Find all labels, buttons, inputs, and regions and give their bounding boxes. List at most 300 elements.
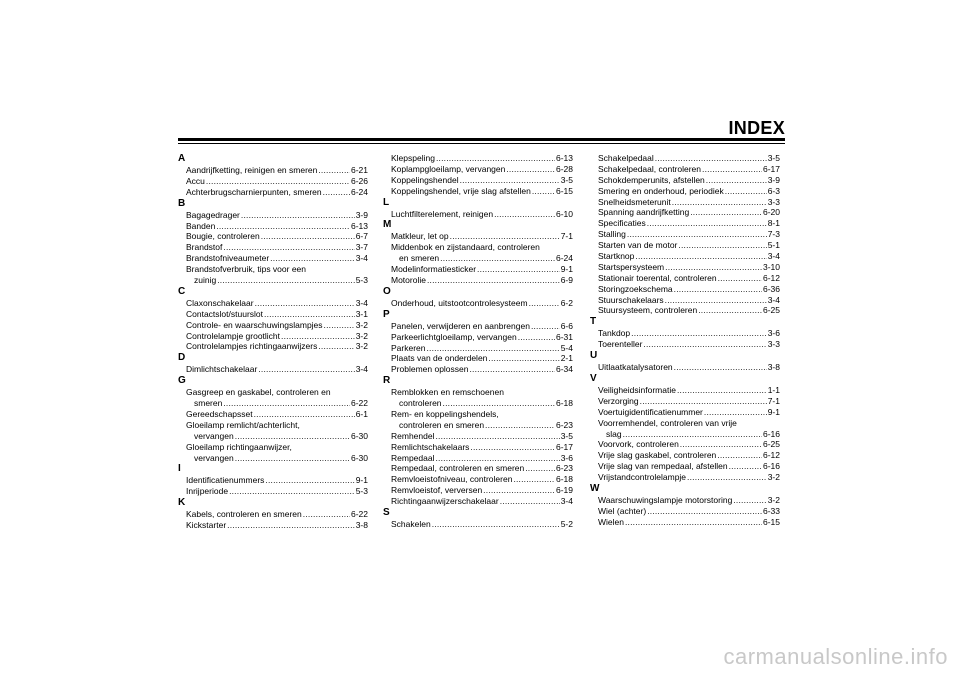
index-entry	[590, 328, 780, 339]
index-letter-heading: R	[383, 375, 391, 387]
index-entry-page: 6-10	[555, 208, 573, 219]
index-entry	[178, 210, 368, 221]
index-entry-text: Klepspeling	[391, 153, 435, 163]
index-entry-page: 1-1	[767, 385, 780, 396]
index-entry	[178, 398, 368, 409]
index-entry-page: 6-30	[350, 452, 368, 463]
index-entry-page: 6-3	[767, 185, 780, 196]
index-entry-text: Kickstarter	[186, 520, 227, 531]
index-entry-page: 3-4	[355, 364, 368, 375]
index-entry-text: Bougie, controleren	[186, 231, 260, 242]
index-entry-text: Gereedschapsset	[186, 409, 253, 420]
dot-leader	[672, 197, 767, 208]
index-entry	[590, 229, 780, 240]
index-entry-page: 2-1	[560, 353, 573, 364]
index-entry	[590, 295, 780, 306]
index-entry	[590, 429, 780, 440]
index-entry-text: Gloeilamp remlicht/achterlicht,	[186, 419, 300, 430]
watermark: carmanualsonline.info	[723, 644, 948, 669]
index-entry	[590, 461, 780, 472]
dot-leader	[323, 187, 350, 198]
dot-leader	[223, 242, 354, 253]
dot-leader	[470, 442, 555, 453]
index-entry-page: 6-33	[762, 505, 780, 516]
index-entry-page: 6-25	[762, 305, 780, 316]
index-entry-text: Banden	[186, 220, 216, 231]
dot-leader	[623, 429, 762, 440]
dot-leader	[531, 321, 560, 332]
index-entry-text: Vrije slag gaskabel, controleren	[598, 450, 717, 461]
index-entry-page: 3-5	[767, 153, 780, 163]
dot-leader	[725, 186, 767, 197]
index-entry-text: en smeren	[399, 253, 440, 264]
index-entry-text: Brandstofverbruik, tips voor een	[186, 264, 307, 275]
index-entry-text: Storingzoekschema	[598, 283, 673, 294]
index-entry-text: Stuurschakelaars	[598, 294, 664, 305]
index-entry-page: 6-16	[762, 428, 780, 439]
index-entry-text: Remblokken en remschoenen	[391, 387, 504, 398]
index-entry	[383, 474, 573, 485]
index-entry-text: Brandstof	[186, 242, 223, 253]
dot-leader	[435, 431, 559, 442]
title-rule-thick	[178, 138, 785, 141]
dot-leader	[665, 295, 767, 306]
index-entry	[383, 442, 573, 453]
index-entry-page: 6-20	[762, 207, 780, 218]
index-entry-text: Uitlaatkatalysatoren	[598, 362, 673, 373]
index-entry-text: Specificaties	[598, 218, 646, 229]
index-letter-heading: L	[383, 196, 390, 208]
index-entry	[178, 231, 368, 242]
dot-leader	[525, 463, 555, 474]
dot-leader	[440, 253, 555, 264]
index-entry	[590, 472, 780, 483]
dot-leader	[324, 320, 355, 331]
index-entry	[383, 398, 573, 409]
dot-leader	[435, 453, 559, 464]
index-entry-page: 9-1	[767, 406, 780, 417]
index-entry-text: Smering en onderhoud, periodiek	[598, 185, 724, 196]
dot-leader	[432, 519, 560, 530]
dot-leader	[470, 364, 555, 375]
dot-leader	[223, 398, 350, 409]
index-entry-text: Voorvork, controleren	[598, 439, 679, 450]
dot-leader	[640, 396, 767, 407]
index-entry-page: 6-22	[350, 509, 368, 520]
index-entry	[590, 153, 780, 164]
index-entry	[383, 253, 573, 264]
index-letter-heading: U	[590, 350, 598, 362]
index-entry-text: Koppelingshendel, vrije slag afstellen	[391, 185, 531, 196]
dot-leader	[625, 517, 762, 528]
index-entry-page: 9-1	[355, 475, 368, 486]
index-entry	[178, 320, 368, 331]
index-entry-page: 6-36	[762, 283, 780, 294]
index-entry	[178, 364, 368, 375]
index-entry-text: Vrijstandcontrolelampje	[598, 472, 687, 483]
dot-leader	[318, 165, 350, 176]
index-letter-heading: B	[178, 197, 186, 209]
dot-leader	[698, 305, 762, 316]
index-entry	[590, 362, 780, 373]
dot-leader	[255, 298, 355, 309]
index-entry-text: Remvloeistofniveau, controleren	[391, 474, 513, 485]
dot-leader	[717, 450, 762, 461]
index-letter-heading: W	[590, 483, 600, 495]
index-entry	[383, 231, 573, 242]
index-entry-page: 5-2	[560, 519, 573, 530]
index-entry	[590, 506, 780, 517]
dot-leader	[643, 339, 766, 350]
index-entry-page: 5-3	[355, 275, 368, 286]
index-entry-text: Inrijperiode	[186, 486, 229, 497]
index-entry-page: 3-8	[355, 520, 368, 531]
dot-leader	[729, 461, 762, 472]
index-entry	[178, 331, 368, 342]
index-entry-text: Modelinformatiesticker	[391, 264, 477, 275]
index-entry-text: Starten van de motor	[598, 240, 678, 251]
index-entry	[383, 463, 573, 474]
dot-leader	[241, 210, 355, 221]
index-entry-text: Claxonschakelaar	[186, 297, 254, 308]
index-entry	[383, 364, 573, 375]
index-entry-page: 3-4	[355, 297, 368, 308]
dot-leader	[702, 164, 762, 175]
index-entry-page: 7-3	[767, 229, 780, 240]
index-entry-text: vervangen	[194, 430, 234, 441]
dot-leader	[627, 229, 767, 240]
index-entry-text: Koppelingshendel	[391, 174, 459, 185]
index-entry-text: controleren	[399, 398, 442, 409]
index-entry-text: Remlichtschakelaars	[391, 441, 470, 452]
dot-leader	[216, 221, 350, 232]
index-entry	[590, 251, 780, 262]
index-entry-text: Identificatienummers	[186, 475, 265, 486]
index-entry-text: Matkleur, let op	[391, 231, 449, 242]
index-entry	[178, 187, 368, 198]
dot-leader	[678, 240, 766, 251]
index-entry-text: Controlelampjes richtingaanwijzers	[186, 341, 318, 352]
index-entry-page: 3-4	[767, 294, 780, 305]
dot-leader	[635, 251, 766, 262]
dot-leader	[227, 520, 355, 531]
index-entry-text: Schakelpedaal	[598, 153, 654, 163]
index-letter-heading: M	[383, 219, 392, 231]
index-entry-text: Schokdemperunits, afstellen	[598, 174, 705, 185]
index-entry-page: 3-7	[355, 242, 368, 253]
index-entry-text: controleren en smeren	[399, 419, 485, 430]
index-entry	[590, 396, 780, 407]
index-entry	[383, 175, 573, 186]
index-entry	[178, 298, 368, 309]
dot-leader	[690, 207, 762, 218]
index-entry-page: 6-24	[350, 186, 368, 197]
dot-leader	[674, 284, 762, 295]
index-entry	[590, 262, 780, 273]
index-entry	[590, 273, 780, 284]
index-entry-page: 6-16	[762, 461, 780, 472]
index-letter-heading: S	[383, 507, 390, 519]
index-entry-text: Startknop	[598, 251, 635, 262]
dot-leader	[265, 475, 354, 486]
index-entry-page: 6-19	[555, 485, 573, 496]
dot-leader	[303, 509, 350, 520]
index-entry-page: 3-8	[767, 362, 780, 373]
index-entry-text: Motorolie	[391, 275, 426, 286]
index-entry-text: Voorremhendel, controleren van vrije	[598, 417, 737, 428]
index-entry-page: 6-25	[762, 439, 780, 450]
index-entry	[590, 175, 780, 186]
index-entry-text: Gloeilamp richtingaanwijzer,	[186, 441, 292, 452]
dot-leader	[261, 231, 355, 242]
index-letter-heading: D	[178, 352, 186, 364]
index-entry-page: 6-17	[555, 441, 573, 452]
index-entry-text: Aandrijfketting, reinigen en smeren	[186, 165, 318, 175]
index-entry-page: 7-1	[767, 395, 780, 406]
index-entry-text: Gasgreep en gaskabel, controleren en	[186, 387, 331, 398]
index-entry-page: 6-12	[762, 272, 780, 283]
dot-leader	[718, 273, 762, 284]
dot-leader	[655, 153, 767, 164]
dot-leader	[706, 175, 767, 186]
dot-leader	[318, 341, 354, 352]
index-entry-page: 3-5	[560, 430, 573, 441]
index-entry-page: 6-15	[555, 185, 573, 196]
dot-leader	[235, 453, 350, 464]
index-entry-text: Wiel (achter)	[598, 505, 647, 516]
index-entry	[590, 305, 780, 316]
index-column-2	[383, 153, 573, 530]
index-entry-page: 5-1	[767, 240, 780, 251]
dot-leader	[235, 431, 350, 442]
index-entry-page: 3-3	[767, 339, 780, 350]
index-entry-text: Middenbok en zijstandaard, controleren	[391, 242, 540, 253]
index-entry-page: 3-9	[355, 209, 368, 220]
index-entry	[383, 298, 573, 309]
index-entry-page: 7-1	[560, 231, 573, 242]
index-entry	[383, 485, 573, 496]
index-entry-text: Koplampgloeilamp, vervangen	[391, 163, 506, 174]
index-entry	[178, 520, 368, 531]
index-entry-text: slag	[606, 428, 622, 439]
dot-leader	[518, 332, 555, 343]
index-entry	[590, 207, 780, 218]
dot-leader	[532, 186, 555, 197]
dot-leader	[704, 407, 767, 418]
index-entry	[178, 242, 368, 253]
index-entry	[383, 186, 573, 197]
index-entry-text: vervangen	[194, 452, 234, 463]
index-entry-text: Accu	[186, 175, 205, 186]
index-entry	[383, 209, 573, 220]
index-entry-page: 6-24	[555, 253, 573, 264]
index-entry	[383, 164, 573, 175]
index-entry-text: Parkeerlichtgloeilamp, vervangen	[391, 331, 517, 342]
index-entry	[590, 164, 780, 175]
index-entry	[590, 339, 780, 350]
index-letter-heading: P	[383, 308, 390, 320]
dot-leader	[217, 275, 354, 286]
index-entry-text: zuinig	[194, 275, 217, 286]
dot-leader	[647, 218, 767, 229]
index-entry	[383, 353, 573, 364]
index-entry-page: 6-22	[350, 398, 368, 409]
dot-leader	[680, 439, 762, 450]
index-entry-page: 6-30	[350, 430, 368, 441]
index-entry-page: 6-13	[555, 153, 573, 163]
index-entry-page: 6-1	[355, 409, 368, 420]
dot-leader	[436, 153, 555, 164]
index-entry	[383, 321, 573, 332]
index-entry-text: Achterbrugscharnierpunten, smeren	[186, 186, 322, 197]
dot-leader	[477, 264, 560, 275]
index-entry-page: 6-21	[350, 165, 368, 175]
index-entry-text: Bagagedrager	[186, 209, 240, 220]
index-entry	[590, 439, 780, 450]
index-entry-page: 5-4	[560, 342, 573, 353]
index-entry-text: Controle- en waarschuwingslampjes	[186, 319, 323, 330]
index-letter-heading: T	[590, 316, 597, 328]
index-entry-text: Plaats van de onderdelen	[391, 353, 488, 364]
index-entry-page: 6-15	[762, 516, 780, 527]
index-entry-text: Richtingaanwijzerschakelaar	[391, 496, 499, 507]
dot-leader	[229, 486, 355, 497]
index-entry-text: Remhendel	[391, 430, 435, 441]
index-entry-page: 3-4	[767, 251, 780, 262]
index-entry-text: Schakelen	[391, 519, 431, 530]
dot-leader	[665, 262, 762, 273]
index-entry-text: Problemen oplossen	[391, 364, 469, 375]
index-entry	[590, 385, 780, 396]
index-entry-page: 9-1	[560, 264, 573, 275]
index-entry-page: 6-18	[555, 474, 573, 485]
dot-leader	[733, 495, 766, 506]
index-entry-page: 6-17	[762, 163, 780, 174]
index-entry	[178, 431, 368, 442]
dot-leader	[264, 309, 355, 320]
dot-leader	[281, 331, 355, 342]
index-entry-text: smeren	[194, 398, 223, 409]
dot-leader	[427, 343, 560, 354]
dot-leader	[529, 298, 560, 309]
index-column-3	[590, 153, 780, 528]
index-entry-text: Luchtfilterelement, reinigen	[391, 208, 494, 219]
index-entry-text: Spanning aandrijfketting	[598, 207, 690, 218]
index-entry-text: Parkeren	[391, 342, 426, 353]
index-entry-text: Stationair toerental, controleren	[598, 272, 717, 283]
index-letter-heading: K	[178, 497, 186, 509]
index-entry	[178, 475, 368, 486]
index-entry	[178, 275, 368, 286]
index-entry-page: 3-4	[560, 496, 573, 507]
index-entry	[383, 431, 573, 442]
index-letter-heading: G	[178, 375, 186, 387]
index-entry	[178, 309, 368, 320]
index-entry-text: Veiligheidsinformatie	[598, 385, 676, 396]
index-entry	[178, 453, 368, 464]
dot-leader	[485, 420, 555, 431]
index-entry	[590, 240, 780, 251]
index-entry-text: Controlelampje grootlicht	[186, 330, 281, 341]
index-entry-text: Verzorging	[598, 395, 639, 406]
index-entry-text: Tankdop	[598, 328, 631, 339]
index-entry	[383, 496, 573, 507]
index-letter-heading: C	[178, 285, 186, 297]
index-entry	[383, 519, 573, 530]
index-entry-page: 3-2	[767, 472, 780, 483]
index-entry-page: 3-4	[355, 253, 368, 264]
dot-leader	[513, 474, 555, 485]
index-entry-page: 6-6	[560, 320, 573, 331]
index-entry	[178, 486, 368, 497]
index-entry-page: 6-28	[555, 163, 573, 174]
dot-leader	[427, 275, 560, 286]
index-entry-text: Schakelpedaal, controleren	[598, 163, 702, 174]
index-entry-page: 3-6	[767, 328, 780, 339]
index-entry-page: 6-7	[355, 231, 368, 242]
index-entry-page: 6-26	[350, 175, 368, 186]
index-entry-page: 6-13	[350, 220, 368, 231]
index-entry-text: Rem- en koppelingshendels,	[391, 409, 499, 420]
index-entry	[590, 407, 780, 418]
index-entry-page: 5-3	[355, 486, 368, 497]
index-entry-page: 3-1	[355, 308, 368, 319]
index-entry	[383, 343, 573, 354]
dot-leader	[483, 485, 555, 496]
index-entry-page: 6-12	[762, 450, 780, 461]
index-entry	[178, 409, 368, 420]
index-entry	[383, 420, 573, 431]
index-entry	[383, 264, 573, 275]
index-entry	[590, 495, 780, 506]
index-entry	[383, 453, 573, 464]
index-entry	[590, 186, 780, 197]
index-entry	[383, 332, 573, 343]
index-entry-text: Contactslot/stuurslot	[186, 308, 264, 319]
index-column-1	[178, 153, 368, 531]
index-entry	[590, 450, 780, 461]
page-title: INDEX	[728, 118, 785, 138]
index-entry	[590, 517, 780, 528]
index-entry	[590, 218, 780, 229]
dot-leader	[631, 328, 767, 339]
index-entry-text: Onderhoud, uitstootcontrolesysteem	[391, 297, 528, 308]
title-rule-thin	[178, 143, 785, 144]
index-entry-text: Dimlichtschakelaar	[186, 364, 258, 375]
index-entry-text: Panelen, verwijderen en aanbrengen	[391, 320, 530, 331]
index-entry-text: Rempedaal, controleren en smeren	[391, 463, 525, 474]
dot-leader	[500, 496, 560, 507]
dot-leader	[687, 472, 767, 483]
index-entry-page: 3-9	[767, 174, 780, 185]
index-entry-text: Rempedaal	[391, 452, 435, 463]
dot-leader	[647, 506, 762, 517]
dot-leader	[674, 362, 767, 373]
index-entry-text: Stuursysteem, controleren	[598, 305, 698, 316]
index-entry-page: 3-2	[355, 330, 368, 341]
index-entry	[178, 509, 368, 520]
index-entry-page: 3-2	[767, 495, 780, 506]
index-entry-page: 3-3	[767, 196, 780, 207]
index-entry	[590, 284, 780, 295]
index-entry-text: Waarschuwingslampje motorstoring	[598, 495, 733, 506]
index-entry-text: Snelheidsmeterunit	[598, 196, 671, 207]
index-entry-page: 6-23	[555, 419, 573, 430]
dot-leader	[506, 164, 555, 175]
index-entry-text: Vrije slag van rempedaal, afstellen	[598, 461, 728, 472]
index-entry-text: Wielen	[598, 516, 624, 527]
dot-leader	[488, 353, 559, 364]
